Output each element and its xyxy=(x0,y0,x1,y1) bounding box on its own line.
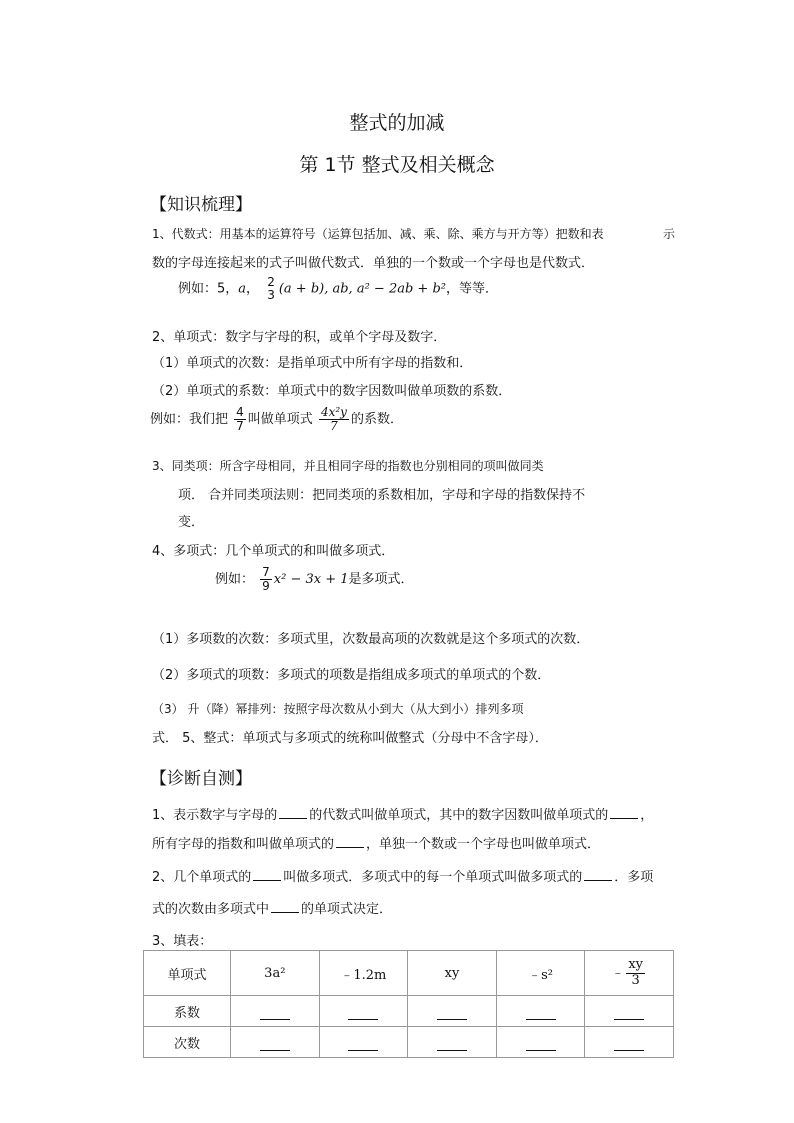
item2-example-prefix: 例如：我们把 xyxy=(150,412,229,428)
question-1-line2 xyxy=(152,833,600,852)
monomial-fraction xyxy=(626,958,645,988)
table-row-coefficients xyxy=(144,996,674,1027)
answer-blank[interactable] xyxy=(526,1009,556,1020)
q2-text-e: 的单项式决定． xyxy=(301,902,393,917)
coefficient-blank-cell[interactable] xyxy=(319,996,408,1027)
monomial-cell: xy xyxy=(408,951,497,996)
fraction-numerator: 4x²y xyxy=(320,405,347,419)
row-header-monomial: 单项式 xyxy=(144,951,231,996)
item3-line1: 3、同类项：所含字母相同，并且相同字母的指数也分别相同的项叫做同类 xyxy=(152,459,544,473)
answer-blank[interactable] xyxy=(348,1009,378,1020)
degree-blank-cell[interactable] xyxy=(231,1027,320,1058)
q1-blank-3[interactable] xyxy=(336,835,364,848)
item4-example-prefix: 例如： xyxy=(215,572,255,588)
item4-sub2: （2）多项式的项数：多项式的项数是指组成多项式的单项式的个数． xyxy=(152,668,551,683)
answer-blank[interactable] xyxy=(260,1040,290,1051)
q1-text-c: ， xyxy=(640,808,654,823)
coefficient-blank-cell[interactable] xyxy=(585,996,674,1027)
fraction-numerator: 4 xyxy=(236,405,244,419)
item4-example xyxy=(215,566,414,593)
item1-line1: 1、代数式：用基本的运算符号（运算包括加、减、乘、除、乘方与开方等）把数和表 xyxy=(152,227,604,241)
table-row-degrees xyxy=(144,1027,674,1058)
document-title: 整式的加减 xyxy=(349,112,445,134)
item2-example-mid: 叫做单项式 xyxy=(247,412,313,428)
item4-example-suffix: 是多项式． xyxy=(348,572,414,588)
q2-blank-1[interactable] xyxy=(253,868,281,881)
monomial-cell: ﹣1.2m xyxy=(319,951,408,996)
example-sep: ， xyxy=(246,281,260,297)
section-heading-diagnostic: 【诊断自测】 xyxy=(150,769,252,789)
item2-fraction-monomial xyxy=(319,406,349,433)
degree-blank-cell[interactable] xyxy=(585,1027,674,1058)
item4-example-expression: x² − 3x + 1 xyxy=(273,572,349,588)
example-expression: (a + b), ab, a² − 2ab + b² xyxy=(278,281,446,297)
coefficient-blank-cell[interactable] xyxy=(408,996,497,1027)
row-header-degree: 次数 xyxy=(144,1027,231,1058)
example-a: a xyxy=(238,281,247,297)
answer-blank[interactable] xyxy=(614,1009,644,1020)
minus-sign: ﹣ xyxy=(611,965,625,981)
table-row-monomials xyxy=(144,951,674,996)
fraction-numerator: xy xyxy=(628,957,644,973)
fraction-denominator: 3 xyxy=(267,288,275,303)
q2-blank-3[interactable] xyxy=(271,900,299,913)
answer-blank[interactable] xyxy=(614,1040,644,1051)
item4-sub3-line2: 式． 5、整式：单项式与多项式的统称叫做整式（分母中不含字母）． xyxy=(152,731,548,746)
degree-blank-cell[interactable] xyxy=(496,1027,585,1058)
example-fraction xyxy=(265,276,277,302)
q2-text-b: 叫做多项式．多项式中的每一个单项式叫做多项式的 xyxy=(283,870,583,885)
question-2-line1 xyxy=(152,866,653,885)
fraction-denominator: 7 xyxy=(330,419,338,434)
q2-text-d: 式的次数由多项式中 xyxy=(152,902,270,917)
q2-blank-2[interactable] xyxy=(584,868,612,881)
degree-blank-cell[interactable] xyxy=(408,1027,497,1058)
q1-text-d: 所有字母的指数和叫做单项式的 xyxy=(152,837,335,852)
section-heading-knowledge: 【知识梳理】 xyxy=(150,195,252,215)
degree-blank-cell[interactable] xyxy=(319,1027,408,1058)
item1-line2: 数的字母连接起来的式子叫做代数式．单独的一个数或一个字母也是代数式． xyxy=(152,256,595,271)
fraction-numerator: 2 xyxy=(267,275,275,289)
item4-definition: 4、多项式：几个单项式的和叫做多项式． xyxy=(152,544,395,559)
item2-sub2: （2）单项式的系数：单项式中的数字因数叫做单项数的系数． xyxy=(152,384,512,399)
monomial-cell: 3a² xyxy=(231,951,320,996)
answer-blank[interactable] xyxy=(437,1040,467,1051)
item3-line2: 项． 合并同类项法则：把同类项的系数相加，字母和字母的指数保持不 xyxy=(178,488,586,503)
monomial-cell-fraction xyxy=(585,951,674,996)
answer-blank[interactable] xyxy=(348,1040,378,1051)
fraction-numerator: 7 xyxy=(262,565,270,579)
fraction-denominator: 3 xyxy=(631,972,640,988)
answer-blank[interactable] xyxy=(526,1040,556,1051)
item4-fraction xyxy=(260,566,272,593)
item2-example-suffix: 的系数． xyxy=(350,412,403,428)
answer-blank[interactable] xyxy=(437,1009,467,1020)
fraction-denominator: 7 xyxy=(236,419,244,434)
fill-in-table xyxy=(143,950,674,1058)
example-suffix: ，等等． xyxy=(445,281,498,297)
q1-blank-1[interactable] xyxy=(279,806,307,819)
coefficient-blank-cell[interactable] xyxy=(496,996,585,1027)
q1-text-e: ，单独一个数或一个字母也叫做单项式． xyxy=(366,837,601,852)
coefficient-blank-cell[interactable] xyxy=(231,996,320,1027)
item2-example xyxy=(150,406,403,433)
q2-text-c: ．多项 xyxy=(614,870,654,885)
item2-fraction-four-sevenths xyxy=(234,406,246,433)
monomial-cell: ﹣s² xyxy=(496,951,585,996)
item3-line3: 变． xyxy=(178,515,205,530)
document-subtitle: 第 1节 整式及相关概念 xyxy=(299,154,495,176)
item2-sub1: （1）单项式的次数：是指单项式中所有字母的指数和． xyxy=(152,356,473,371)
example-prefix: 例如：5， xyxy=(178,281,239,297)
q1-text-b: 的代数式叫做单项式，其中的数字因数叫做单项式的 xyxy=(309,808,609,823)
item1-example xyxy=(178,276,498,302)
answer-blank[interactable] xyxy=(260,1009,290,1020)
item2-definition: 2、单项式：数字与字母的积，或单个字母及数字． xyxy=(152,330,447,345)
q2-text-a: 2、几个单项式的 xyxy=(152,870,252,885)
item4-sub3-line1: （3） 升（降）幂排列：按照字母次数从小到大（从大到小）排列多项 xyxy=(152,702,524,716)
row-header-coefficient: 系数 xyxy=(144,996,231,1027)
question-2-line2 xyxy=(152,898,392,917)
item1-line1-tail: 示 xyxy=(663,227,676,241)
q1-text-a: 1、表示数字与字母的 xyxy=(152,808,278,823)
q1-blank-2[interactable] xyxy=(610,806,638,819)
item4-sub1: （1）多项数的次数：多项式里，次数最高项的次数就是这个多项式的次数． xyxy=(152,632,590,647)
question-1-line1 xyxy=(152,804,653,823)
fraction-denominator: 9 xyxy=(262,579,270,594)
question-3: 3、填表： xyxy=(152,934,213,949)
